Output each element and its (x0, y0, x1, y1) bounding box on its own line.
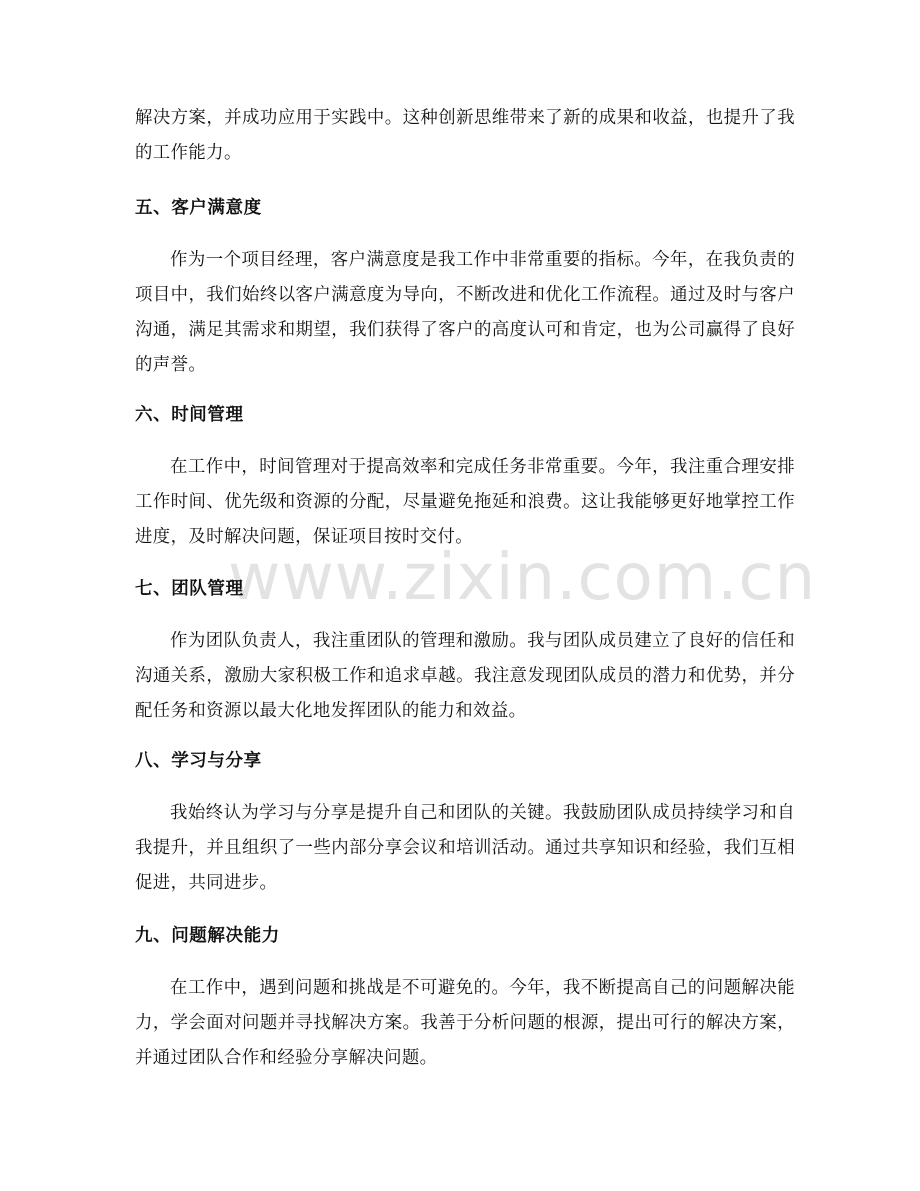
section-heading-9: 九、问题解决能力 (135, 926, 280, 946)
section-body-5: 作为一个项目经理，客户满意度是我工作中非常重要的指标。今年，在我负责的项目中，我们始终以客户满意度为导向，不断改进和优化工作流程。通过及时与客户沟通，满足其需求和期望，我们获得了客户的高度认可和肯定，也为公司赢得了良好的声誉。 (135, 250, 795, 375)
watermark-text: www.zixin.com.cn (228, 541, 817, 615)
intro-paragraph: 解决方案，并成功应用于实践中。这种创新思维带来了新的成果和收益，也提升了我的工作能力。 (135, 108, 795, 163)
section-body-8: 我始终认为学习与分享是提升自己和团队的关键。我鼓励团队成员持续学习和自我提升，并且组织了一些内部分享会议和培训活动。通过共享知识和经验，我们互相促进，共同进步。 (135, 803, 795, 893)
section-heading-7: 七、团队管理 (135, 579, 244, 599)
section-body-9: 在工作中，遇到问题和挑战是不可避免的。今年，我不断提高自己的问题解决能力，学会面对问题并寻找解决方案。我善于分析问题的根源，提出可行的解决方案，并通过团队合作和经验分享解决问题。 (135, 978, 795, 1068)
section-body-6: 在工作中，时间管理对于提高效率和完成任务非常重要。今年，我注重合理安排工作时间、优先级和资源的分配，尽量避免拖延和浪费。这让我能够更好地掌控工作进度，及时解决问题，保证项目按时交付。 (135, 457, 795, 547)
section-body-7: 作为团队负责人，我注重团队的管理和激励。我与团队成员建立了良好的信任和沟通关系，激励大家积极工作和追求卓越。我注意发现团队成员的潜力和优势，并分配任务和资源以最大化地发挥团队的能力和效益。 (135, 631, 795, 721)
section-heading-5: 五、客户满意度 (135, 198, 262, 218)
section-heading-6: 六、时间管理 (135, 405, 244, 425)
section-heading-8: 八、学习与分享 (135, 751, 262, 771)
